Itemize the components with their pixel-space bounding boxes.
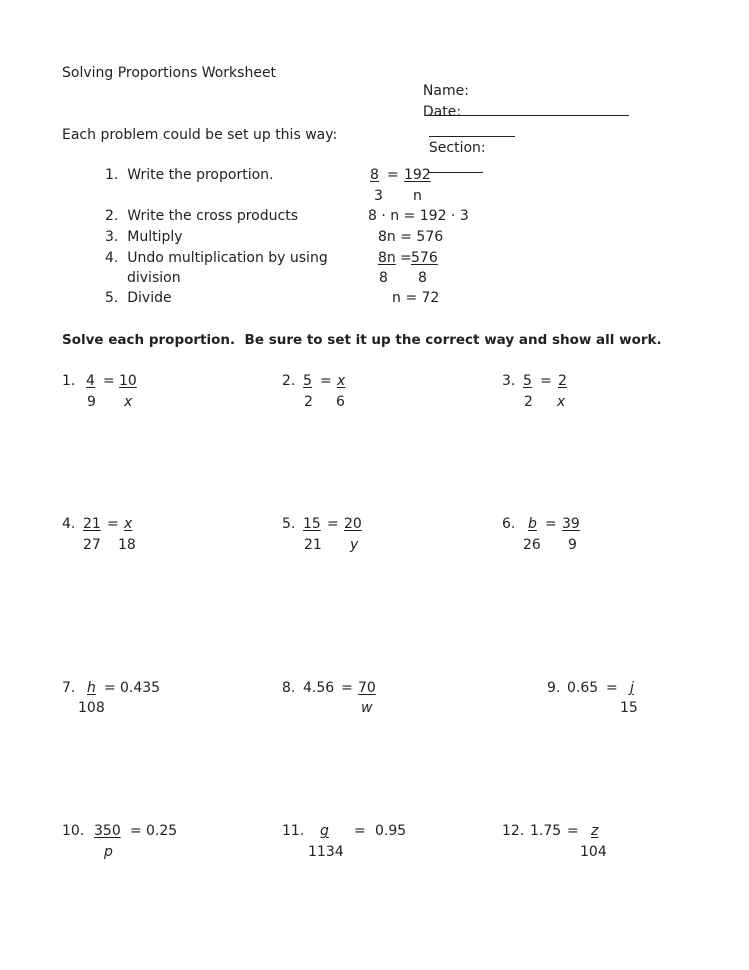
problem-number: 7. bbox=[62, 680, 76, 696]
worksheet-title: Solving Proportions Worksheet bbox=[62, 65, 277, 81]
denominator-right: 18 bbox=[118, 537, 136, 553]
problem-number: 9. bbox=[547, 680, 561, 696]
example-multiply: 8n = 576 bbox=[378, 229, 444, 245]
problem-number: 11. bbox=[282, 823, 305, 839]
right-value: 0.435 bbox=[120, 680, 161, 696]
left-value: 0.65 bbox=[567, 680, 599, 696]
equals-sign: = bbox=[606, 680, 618, 696]
example-undo-numerator-a: 8n bbox=[378, 250, 396, 266]
example-numerator-b: 192 bbox=[404, 167, 431, 183]
step-4: 4. Undo multiplication by using bbox=[105, 250, 328, 266]
denominator-left: 27 bbox=[83, 537, 101, 553]
equals-sign: = bbox=[327, 516, 339, 532]
left-value: 1.75 bbox=[530, 823, 562, 839]
denominator-right: 15 bbox=[620, 700, 638, 716]
numerator-left: g bbox=[320, 823, 329, 839]
numerator-left: 15 bbox=[303, 516, 321, 532]
example-undo-denominator-b: 8 bbox=[418, 270, 427, 286]
step-2: 2. Write the cross products bbox=[105, 208, 298, 224]
denominator-left: 2 bbox=[304, 394, 313, 410]
equals-sign: = bbox=[567, 823, 579, 839]
equals-sign: = bbox=[130, 823, 142, 839]
intro-text: Each problem could be set up this way: bbox=[62, 127, 338, 143]
problem-number: 3. bbox=[502, 373, 516, 389]
equals-sign: = bbox=[545, 516, 557, 532]
problem-number: 5. bbox=[282, 516, 296, 532]
equals-sign: = bbox=[104, 680, 116, 696]
numerator-left: b bbox=[528, 516, 537, 532]
equals-sign: = bbox=[107, 516, 119, 532]
numerator-right: j bbox=[630, 680, 634, 696]
example-undo-denominator-a: 8 bbox=[379, 270, 388, 286]
denominator-left: 1134 bbox=[308, 844, 344, 860]
equals-sign: = bbox=[103, 373, 115, 389]
right-value: 0.25 bbox=[146, 823, 178, 839]
denominator-left: 26 bbox=[523, 537, 541, 553]
date-label: Date: bbox=[422, 104, 462, 120]
step-5: 5. Divide bbox=[105, 290, 172, 306]
numerator-left: 5 bbox=[523, 373, 532, 389]
section-blank[interactable] bbox=[429, 158, 483, 173]
denominator-left: p bbox=[104, 844, 113, 860]
denominator-right: x bbox=[124, 394, 133, 410]
equals-sign: = bbox=[320, 373, 332, 389]
example-undo-equals: = bbox=[400, 250, 412, 266]
denominator-left: 21 bbox=[304, 537, 322, 553]
numerator-right: x bbox=[124, 516, 133, 532]
denominator-right: 9 bbox=[568, 537, 577, 553]
name-label: Name: bbox=[422, 83, 469, 99]
problem-number: 4. bbox=[62, 516, 76, 532]
numerator-right: 2 bbox=[558, 373, 567, 389]
problem-number: 6. bbox=[502, 516, 516, 532]
denominator-right: x bbox=[557, 394, 566, 410]
problem-number: 12. bbox=[502, 823, 525, 839]
step-3: 3. Multiply bbox=[105, 229, 183, 245]
equals-sign: = bbox=[341, 680, 353, 696]
denominator-right: y bbox=[350, 537, 359, 553]
step-4-continued: division bbox=[127, 270, 181, 286]
numerator-left: 350 bbox=[94, 823, 121, 839]
step-1: 1. Write the proportion. bbox=[105, 167, 274, 183]
problem-number: 1. bbox=[62, 373, 76, 389]
example-numerator-a: 8 bbox=[370, 167, 379, 183]
numerator-left: 5 bbox=[303, 373, 312, 389]
denominator-right: 6 bbox=[336, 394, 345, 410]
example-divide: n = 72 bbox=[392, 290, 440, 306]
numerator-right: 39 bbox=[562, 516, 580, 532]
section-label: Section: bbox=[428, 140, 486, 156]
numerator-left: h bbox=[87, 680, 96, 696]
denominator-right: 104 bbox=[580, 844, 607, 860]
problem-number: 10. bbox=[62, 823, 85, 839]
numerator-right: 20 bbox=[344, 516, 362, 532]
example-equals: = bbox=[387, 167, 399, 183]
right-value: 0.95 bbox=[375, 823, 407, 839]
numerator-left: 21 bbox=[83, 516, 101, 532]
numerator-left: 4 bbox=[86, 373, 95, 389]
numerator-right: 10 bbox=[119, 373, 137, 389]
denominator-left: 2 bbox=[524, 394, 533, 410]
date-blank[interactable] bbox=[429, 122, 515, 137]
denominator-left: 108 bbox=[78, 700, 105, 716]
equals-sign: = bbox=[354, 823, 366, 839]
denominator-left: 9 bbox=[87, 394, 96, 410]
problem-number: 8. bbox=[282, 680, 296, 696]
numerator-right: x bbox=[337, 373, 346, 389]
numerator-right: z bbox=[591, 823, 599, 839]
left-value: 4.56 bbox=[303, 680, 335, 696]
problem-number: 2. bbox=[282, 373, 296, 389]
example-undo-numerator-b: 576 bbox=[411, 250, 438, 266]
example-cross-products: 8 · n = 192 · 3 bbox=[368, 208, 469, 224]
numerator-right: 70 bbox=[358, 680, 376, 696]
denominator-right: w bbox=[361, 700, 373, 716]
date-section-field[interactable] bbox=[414, 85, 515, 175]
equals-sign: = bbox=[540, 373, 552, 389]
example-denominator-a: 3 bbox=[374, 188, 383, 204]
instructions: Solve each proportion. Be sure to set it up the correct way and show all work. bbox=[62, 332, 662, 348]
example-denominator-b: n bbox=[413, 188, 422, 204]
